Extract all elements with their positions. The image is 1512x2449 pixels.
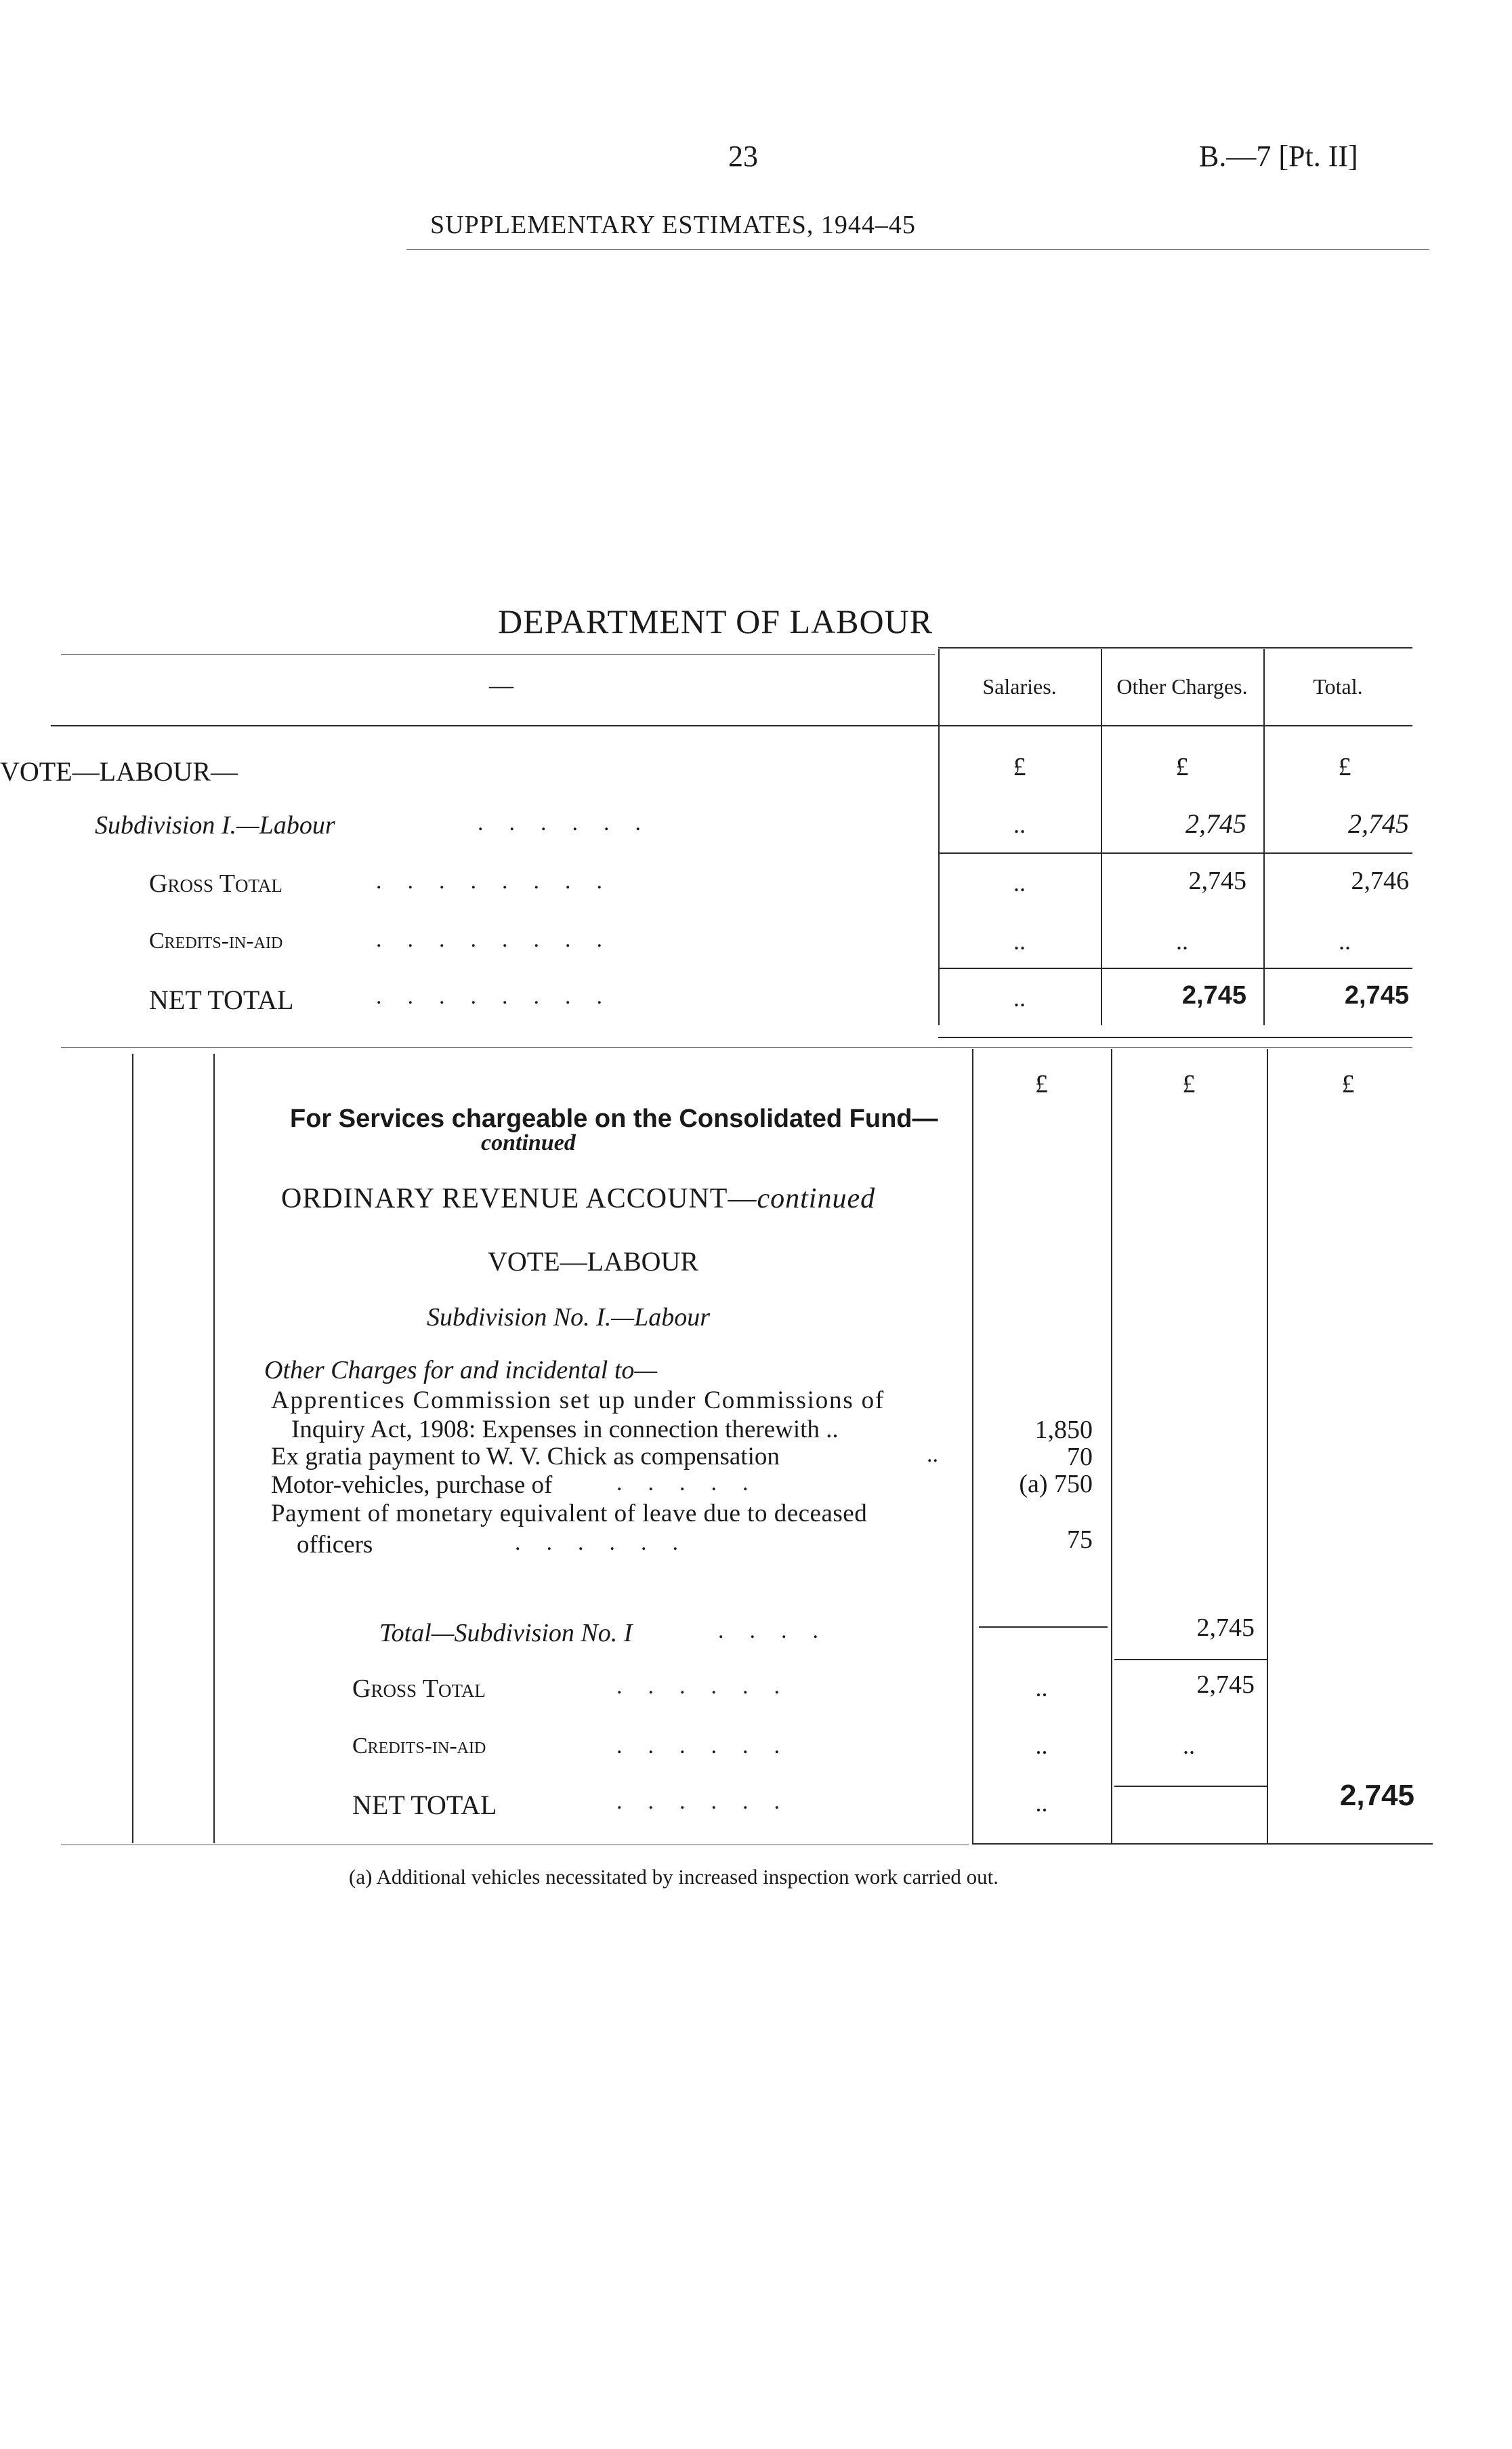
document-reference: B.—7 [Pt. II] — [1199, 140, 1358, 173]
vote-label: VOTE—LABOUR— — [0, 756, 238, 787]
leader-dots: ........ — [376, 869, 628, 894]
leader-dots: ...... — [515, 1530, 704, 1555]
page-title: SUPPLEMENTARY ESTIMATES, 1944–45 — [430, 211, 916, 239]
item-leave-payment-value: 75 — [1067, 1525, 1093, 1554]
detail-credits-salaries: .. — [1035, 1732, 1048, 1759]
detail-currency-other: £ — [1182, 1070, 1196, 1098]
item-leave-payment-line1: Payment of monetary equivalent of leave due to deceased — [271, 1500, 868, 1527]
summary-row-other: 2,745 — [1185, 808, 1246, 839]
detail-gross-total-salaries: .. — [1035, 1674, 1048, 1702]
department-title: DEPARTMENT OF LABOUR — [498, 602, 933, 640]
summary-row-other: 2,745 — [1188, 867, 1246, 895]
summary-bottom-rule — [938, 1037, 1412, 1038]
credits-sum-rule — [1114, 1786, 1267, 1787]
footnote: (a) Additional vehicles necessitated by increased inspection work carried out. — [349, 1865, 999, 1889]
item-motor-vehicles-value: (a) 750 — [1019, 1470, 1093, 1498]
summary-row-label: Credits-in-aid — [149, 928, 283, 953]
detail-net-total-value: 2,745 — [1339, 1779, 1414, 1812]
item-ex-gratia-line: Ex gratia payment to W. V. Chick as compensation — [271, 1443, 780, 1470]
summary-credits-rule — [938, 968, 1412, 969]
ordinary-revenue-label: ORDINARY REVENUE ACCOUNT— — [281, 1183, 757, 1214]
detail-top-rule — [61, 1047, 1412, 1048]
other-sum-rule — [1114, 1659, 1267, 1660]
leader-dots: ...... — [616, 1674, 805, 1699]
summary-row-other: .. — [1176, 928, 1188, 955]
summary-row-salaries: .. — [1013, 811, 1026, 838]
summary-row-label: NET TOTAL — [149, 985, 294, 1015]
summary-header-rule — [51, 725, 1412, 726]
item-apprentices-line2: Inquiry Act, 1908: Expenses in connection therewith .. — [291, 1416, 839, 1443]
other-charges-column-header: Other Charges. — [1116, 674, 1248, 699]
salaries-sum-rule — [979, 1626, 1108, 1628]
detail-net-total-label: NET TOTAL — [352, 1790, 497, 1820]
detail-left-border-1 — [132, 1054, 133, 1843]
detail-gross-total-value: 2,745 — [1196, 1670, 1255, 1699]
detail-net-total-salaries: .. — [1035, 1790, 1048, 1817]
detail-currency-total: £ — [1341, 1070, 1355, 1098]
salaries-column-header: Salaries. — [982, 674, 1057, 699]
leader-dots: .. — [927, 1442, 938, 1467]
vote-heading: VOTE—LABOUR — [488, 1246, 699, 1277]
total-subdivision-value: 2,745 — [1196, 1613, 1255, 1642]
total-currency: £ — [1338, 753, 1351, 781]
salaries-currency: £ — [1013, 753, 1026, 781]
consolidated-fund-continued: continued — [481, 1130, 576, 1155]
summary-row-other: 2,745 — [1181, 981, 1246, 1010]
item-apprentices-line1: Apprentices Commission set up under Commissions of — [271, 1386, 885, 1414]
other-charges-intro: Other Charges for and incidental to— — [264, 1356, 658, 1384]
leader-dots: ..... — [616, 1470, 774, 1496]
total-subdivision-label: Total—Subdivision No. I — [379, 1619, 633, 1647]
detail-col-divider-3 — [1267, 1049, 1268, 1843]
summary-top-rule — [938, 647, 1412, 649]
leader-dots: ...... — [478, 810, 667, 836]
consolidated-fund-heading: For Services chargeable on the Consolidated Fund— — [290, 1105, 938, 1133]
total-column-header: Total. — [1313, 674, 1363, 699]
leader-dots: ...... — [616, 1733, 805, 1758]
detail-left-border-2 — [213, 1054, 215, 1843]
summary-subdivision-rule — [938, 852, 1412, 854]
summary-row-salaries: .. — [1013, 869, 1026, 897]
leader-dots: ........ — [376, 927, 628, 952]
detail-gross-total-label: Gross Total — [352, 1674, 486, 1703]
item-apprentices-value: 1,850 — [1034, 1416, 1093, 1444]
leader-dots: ...... — [616, 1789, 805, 1814]
summary-row-total: .. — [1339, 928, 1351, 955]
item-leave-payment-line2: officers — [297, 1531, 373, 1559]
summary-row-label: Subdivision I.—Labour — [95, 811, 335, 840]
summary-row-total: 2,746 — [1351, 867, 1409, 895]
leader-dots: ........ — [376, 984, 628, 1009]
summary-row-total: 2,745 — [1344, 981, 1409, 1010]
item-motor-vehicles-line: Motor-vehicles, purchase of — [271, 1471, 553, 1499]
detail-currency-salaries: £ — [1035, 1070, 1048, 1098]
detail-col-divider-2 — [1111, 1049, 1112, 1843]
detail-credits-label: Credits-in-aid — [352, 1733, 486, 1758]
blank-column-header: — — [489, 672, 513, 699]
detail-bottom-rule — [972, 1843, 1433, 1845]
summary-row-salaries: .. — [1013, 985, 1026, 1012]
item-ex-gratia-value: 70 — [1067, 1443, 1093, 1471]
summary-row-salaries: .. — [1013, 928, 1026, 955]
other-currency: £ — [1175, 753, 1189, 781]
ordinary-revenue-heading — [281, 1182, 875, 1215]
leader-dots: .... — [718, 1618, 844, 1643]
ordinary-revenue-continued: continued — [757, 1183, 876, 1214]
detail-credits-value: .. — [1183, 1732, 1195, 1759]
header-rule — [406, 249, 1429, 250]
page-number: 23 — [728, 140, 758, 173]
summary-top-rule-left — [61, 654, 935, 655]
summary-row-label: Gross Total — [149, 869, 282, 898]
summary-row-total: 2,745 — [1348, 808, 1409, 839]
subdivision-heading: Subdivision No. I.—Labour — [427, 1303, 711, 1332]
